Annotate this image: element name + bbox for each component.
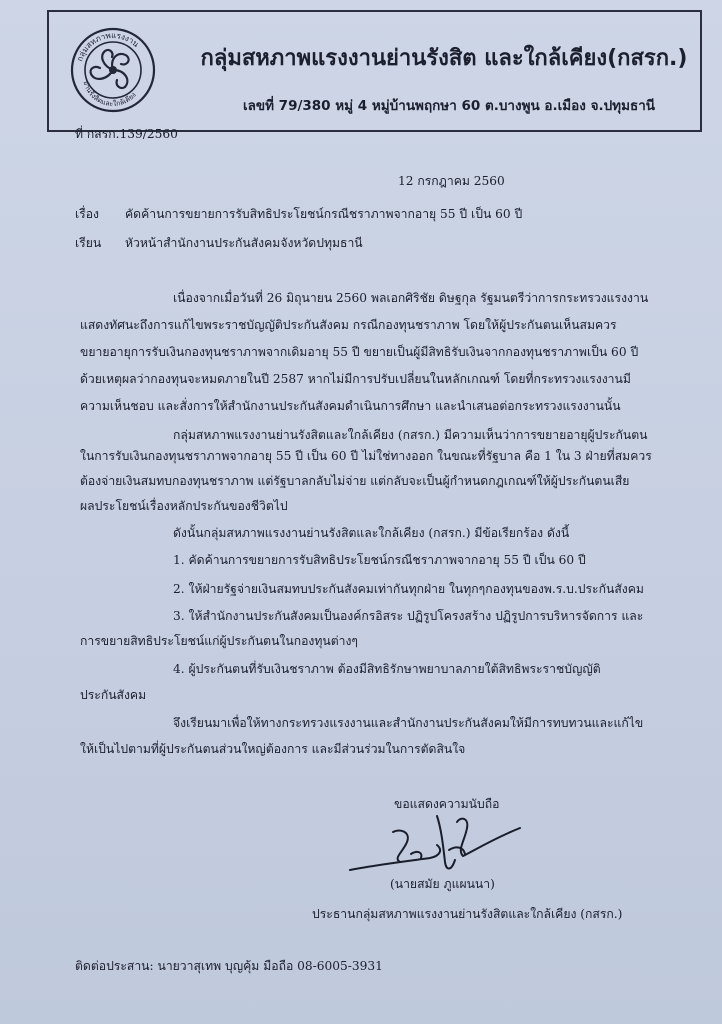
- sign-off: ขอแสดงความนับถือ: [394, 797, 500, 811]
- demand-item: 4. ผู้ประกันตนที่รับเงินชราภาพ ต้องมีสิทธิรักษาพยาบาลภายใต้สิทธิพระราชบัญญัติ: [173, 662, 601, 676]
- organization-logo: [69, 26, 157, 114]
- paragraph-line: ความเห็นชอบ และสั่งการให้สำนักงานประกันสังคมดำเนินการศึกษา และนำเสนอต่อกระทรวงแรงงานนั้น: [80, 399, 621, 413]
- reference-number: ที่ กสรก.139/2560: [75, 127, 178, 141]
- paragraph-line: กลุ่มสหภาพแรงงานย่านรังสิตและใกล้เคียง (กสรก.) มีความเห็นว่าการขยายอายุผู้ประกันตน: [173, 428, 648, 442]
- demand-item: 1. คัดค้านการขยายการรับสิทธิประโยชน์กรณีชราภาพจากอายุ 55 ปี เป็น 60 ปี: [173, 553, 586, 567]
- contact-info: ติดต่อประสาน: นายวาสุเทพ บุญคุ้ม มือถือ 08-6005-3931: [75, 959, 383, 973]
- demand-item: 2. ให้ฝ่ายรัฐจ่ายเงินสมทบประกันสังคมเท่ากันทุกฝ่าย ในทุกๆกองทุนของพ.ร.บ.ประกันสังคม: [173, 582, 644, 596]
- demands-intro: ดังนั้นกลุ่มสหภาพแรงงานย่านรังสิตและใกล้เคียง (กสรก.) มีข้อเรียกร้อง ดังนี้: [173, 526, 570, 540]
- closing-line: ให้เป็นไปตามที่ผู้ประกันตนส่วนใหญ่ต้องการ และมีส่วนร่วมในการตัดสินใจ: [80, 742, 466, 756]
- letterhead: [47, 10, 702, 132]
- paragraph-line: ในการรับเงินกองทุนชราภาพจากอายุ 55 ปี เป็น 60 ปี ไม่ใช่ทางออก ในขณะที่รัฐบาล คือ 1 ใน 3 ฝ่ายที่สมควร: [80, 449, 652, 463]
- paragraph-line: เนื่องจากเมื่อวันที่ 26 มิถุนายน 2560 พลเอกศิริชัย ดิษฐกุล รัฐมนตรีว่าการกระทรวงแรงงาน: [173, 291, 649, 305]
- organization-name: กลุ่มสหภาพแรงงานย่านรังสิต และใกล้เคียง(กสรก.): [200, 46, 688, 71]
- organization-address: เลขที่ 79/380 หมู่ 4 หมู่บ้านพฤกษา 60 ต.บางพูน อ.เมือง จ.ปทุมธานี: [242, 98, 656, 114]
- paragraph-line: ขยายอายุการรับเงินกองทุนชราภาพจากเดิมอายุ 55 ปี ขยายเป็นผู้มีสิทธิรับเงินจากกองทุนชราภาพเป็น 60 ปี: [80, 345, 639, 359]
- subject-text: คัดค้านการขยายการรับสิทธิประโยชน์กรณีชราภาพจากอายุ 55 ปี เป็น 60 ปี: [125, 207, 523, 221]
- closing-line: จึงเรียนมาเพื่อให้ทางกระทรวงแรงงานและสำนักงานประกันสังคมให้มีการทบทวนและแก้ไข: [173, 716, 644, 730]
- demand-item: 3. ให้สำนักงานประกันสังคมเป็นองค์กรอิสระ ปฏิรูปโครงสร้าง ปฏิรูปการบริหารจัดการ และ: [173, 609, 644, 623]
- svg-text:กลุ่มสหภาพแรงงาน: กลุ่มสหภาพแรงงาน: [75, 30, 141, 63]
- recipient-text: หัวหน้าสำนักงานประกันสังคมจังหวัดปทุมธานี: [125, 236, 363, 250]
- letter-date: 12 กรกฎาคม 2560: [398, 174, 505, 188]
- signer-title: ประธานกลุ่มสหภาพแรงงานย่านรังสิตและใกล้เคียง (กสรก.): [312, 907, 623, 921]
- subject-label: เรื่อง: [75, 207, 99, 221]
- paragraph-line: ผลประโยชน์เรื่องหลักประกันของชีวิตไป: [80, 499, 288, 513]
- svg-text:ย่านรังสิตและใกล้เคียง: ย่านรังสิตและใกล้เคียง: [81, 80, 138, 109]
- paragraph-line: ด้วยเหตุผลว่ากองทุนจะหมดภายในปี 2587 หากไม่มีการปรับเปลี่ยนในหลักเกณฑ์ โดยที่กระทรวงแรงงานมี: [80, 372, 631, 386]
- paragraph-line: แสดงทัศนะถึงการแก้ไขพระราชบัญญัติประกันสังคม กรณีกองทุนชราภาพ โดยให้ผู้ประกันตนเห็นสมควร: [80, 318, 617, 332]
- signer-name: (นายสมัย ภูแผนนา): [390, 877, 495, 891]
- handwritten-signature: [345, 810, 535, 885]
- recipient-label: เรียน: [75, 236, 102, 250]
- paragraph-line: ต้องจ่ายเงินสมทบกองทุนชราภาพ แต่รัฐบาลกลับไม่จ่าย แต่กลับจะเป็นผู้กำหนดกฎเกณฑ์ให้ผู้ประกันตนเสีย: [80, 474, 630, 488]
- demand-item-continuation: ประกันสังคม: [80, 688, 147, 702]
- demand-item-continuation: การขยายสิทธิประโยชน์แก่ผู้ประกันตนในกองทุนต่างๆ: [80, 634, 358, 648]
